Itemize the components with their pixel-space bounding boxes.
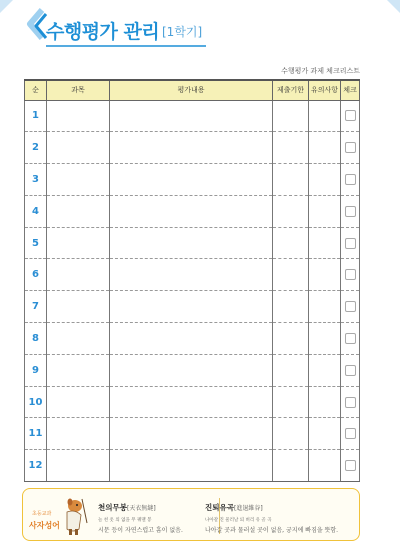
table-row (25, 323, 360, 355)
check-box[interactable] (345, 269, 356, 280)
table-row (25, 450, 360, 482)
check-cell (341, 259, 360, 291)
check-box[interactable] (345, 110, 356, 121)
column-header-subject: 과목 (47, 80, 110, 100)
deadline-cell[interactable] (273, 418, 309, 450)
check-cell (341, 291, 360, 323)
brand-label-small: 초등교과 (32, 511, 52, 517)
proverb-description: 시문 등이 자연스럽고 흠이 없음. (98, 527, 183, 534)
subject-cell[interactable] (47, 164, 110, 196)
notes-cell[interactable] (309, 227, 341, 259)
row-number: 10 (25, 386, 47, 418)
page-title: 수행평가 관리 (46, 21, 160, 43)
notes-cell[interactable] (309, 291, 341, 323)
check-cell (341, 418, 360, 450)
content-cell[interactable] (110, 323, 273, 355)
check-cell (341, 100, 360, 132)
content-cell[interactable] (110, 386, 273, 418)
checklist-table (24, 79, 360, 482)
notes-cell[interactable] (309, 195, 341, 227)
deadline-cell[interactable] (273, 354, 309, 386)
row-number: 4 (25, 195, 47, 227)
proverb-title: 천의무봉 (98, 503, 127, 512)
check-cell (341, 132, 360, 164)
notes-cell[interactable] (309, 164, 341, 196)
row-number: 5 (25, 227, 47, 259)
row-number: 12 (25, 450, 47, 482)
table-row (25, 164, 360, 196)
notes-cell[interactable] (309, 386, 341, 418)
proverb-item (98, 495, 183, 534)
check-box[interactable] (345, 460, 356, 471)
check-box[interactable] (345, 428, 356, 439)
notes-cell[interactable] (309, 354, 341, 386)
content-cell[interactable] (110, 100, 273, 132)
notes-cell[interactable] (309, 259, 341, 291)
table-row (25, 291, 360, 323)
content-cell[interactable] (110, 195, 273, 227)
subject-cell[interactable] (47, 450, 110, 482)
row-number: 1 (25, 100, 47, 132)
proverb-footer (22, 488, 360, 541)
check-cell (341, 164, 360, 196)
check-box[interactable] (345, 397, 356, 408)
content-cell[interactable] (110, 132, 273, 164)
row-number: 8 (25, 323, 47, 355)
content-cell[interactable] (110, 227, 273, 259)
row-number: 9 (25, 354, 47, 386)
table-row (25, 195, 360, 227)
content-cell[interactable] (110, 259, 273, 291)
notes-cell[interactable] (309, 450, 341, 482)
deadline-cell[interactable] (273, 100, 309, 132)
check-cell (341, 450, 360, 482)
check-cell (341, 195, 360, 227)
subject-cell[interactable] (47, 195, 110, 227)
table-row (25, 100, 360, 132)
subject-cell[interactable] (47, 291, 110, 323)
notes-cell[interactable] (309, 323, 341, 355)
table-row (25, 259, 360, 291)
proverb-item (205, 495, 338, 534)
subject-cell[interactable] (47, 100, 110, 132)
column-header-content: 평가내용 (110, 80, 273, 100)
check-cell (341, 323, 360, 355)
content-cell[interactable] (110, 450, 273, 482)
subject-cell[interactable] (47, 132, 110, 164)
deadline-cell[interactable] (273, 132, 309, 164)
brand-label: 사자성어 (29, 521, 60, 530)
check-cell (341, 386, 360, 418)
deadline-cell[interactable] (273, 450, 309, 482)
column-header-deadline: 제출기한 (273, 80, 309, 100)
table-row (25, 386, 360, 418)
deadline-cell[interactable] (273, 195, 309, 227)
deadline-cell[interactable] (273, 291, 309, 323)
content-cell[interactable] (110, 164, 273, 196)
content-cell[interactable] (110, 291, 273, 323)
check-box[interactable] (345, 365, 356, 376)
subject-cell[interactable] (47, 227, 110, 259)
subject-cell[interactable] (47, 386, 110, 418)
check-box[interactable] (345, 142, 356, 153)
deadline-cell[interactable] (273, 323, 309, 355)
check-box[interactable] (345, 238, 356, 249)
check-cell (341, 227, 360, 259)
check-box[interactable] (345, 301, 356, 312)
proverb-hanja: [進退維谷] (233, 505, 263, 512)
check-box[interactable] (345, 333, 356, 344)
proverb-title: 진퇴유곡 (205, 503, 234, 512)
content-cell[interactable] (110, 418, 273, 450)
deadline-cell[interactable] (273, 259, 309, 291)
check-box[interactable] (345, 174, 356, 185)
row-number: 11 (25, 418, 47, 450)
notes-cell[interactable] (309, 418, 341, 450)
proverb-gloss: 늘 천 옷 의 없을 무 꿰맬 봉 (98, 518, 152, 523)
row-number: 3 (25, 164, 47, 196)
proverb-hanja: [天衣無縫] (126, 505, 156, 512)
subject-cell[interactable] (47, 354, 110, 386)
table-row (25, 354, 360, 386)
column-header-notes: 유의사항 (309, 80, 341, 100)
proverb-description: 나아갈 곳과 물러설 곳이 없음, 궁지에 빠짐을 뜻함. (205, 527, 339, 534)
table-row (25, 132, 360, 164)
column-header-no: 순 (25, 80, 47, 100)
check-box[interactable] (345, 206, 356, 217)
subject-cell[interactable] (47, 259, 110, 291)
table-row (25, 418, 360, 450)
check-cell (341, 354, 360, 386)
deadline-cell[interactable] (273, 164, 309, 196)
table-header-row (25, 80, 360, 100)
subject-cell[interactable] (47, 418, 110, 450)
deadline-cell[interactable] (273, 386, 309, 418)
table-row (25, 227, 360, 259)
content-cell[interactable] (110, 354, 273, 386)
column-header-check: 체크 (341, 80, 360, 100)
deadline-cell[interactable] (273, 227, 309, 259)
notes-cell[interactable] (309, 100, 341, 132)
row-number: 2 (25, 132, 47, 164)
notes-cell[interactable] (309, 132, 341, 164)
subject-cell[interactable] (47, 323, 110, 355)
page-subtitle: [1학기] (162, 25, 203, 39)
proverb-gloss: 나아갈 진 물러날 퇴 벼리 유 골 곡 (205, 518, 272, 523)
row-number: 6 (25, 259, 47, 291)
table-caption: 수행평가 과제 체크리스트 (281, 67, 360, 75)
row-number: 7 (25, 291, 47, 323)
